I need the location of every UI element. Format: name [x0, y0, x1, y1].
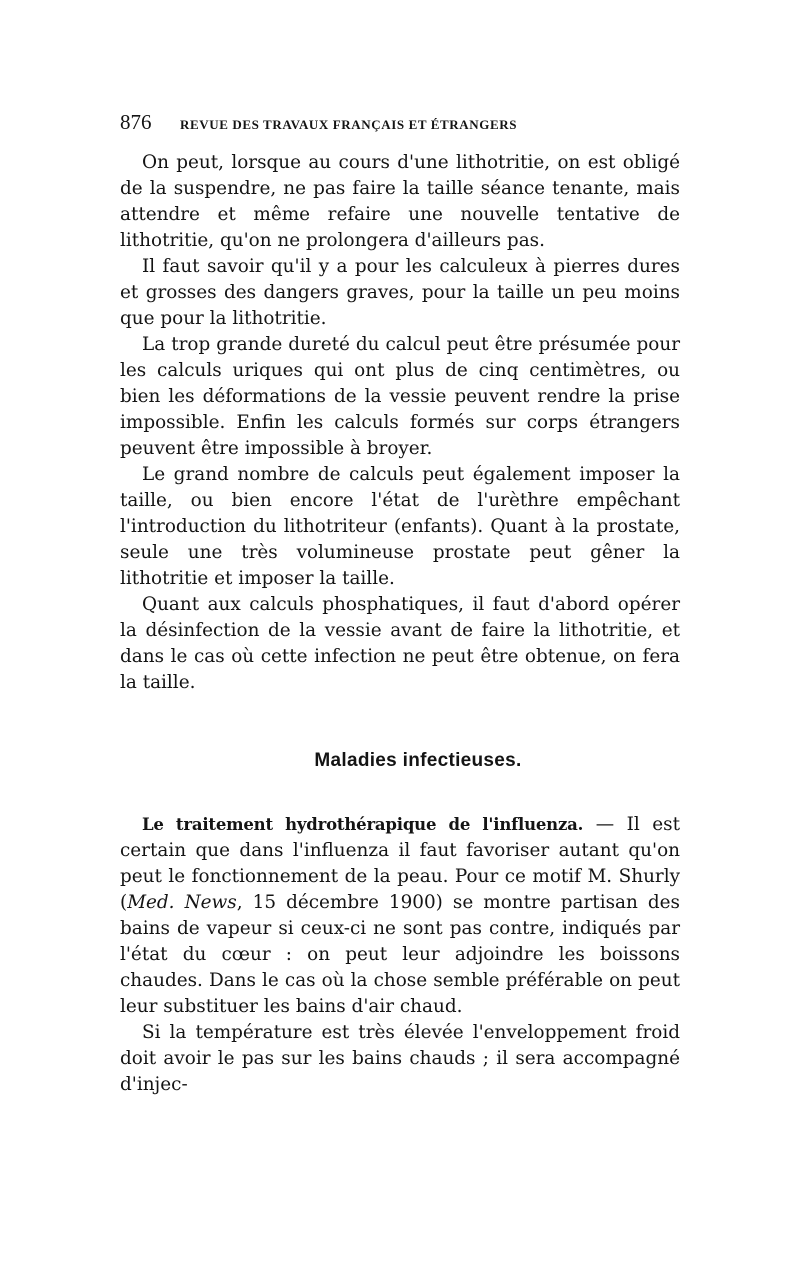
article-text-part-1: — Il est certain que dans l'influenza il faut favoriser autant qu'on peut le fonctionnement de la peau. Pour ce motif M. Shurly ( — [120, 814, 680, 913]
running-title: REVUE DES TRAVAUX FRANÇAIS ET ÉTRANGERS — [180, 117, 518, 132]
paragraph-4: Le grand nombre de calculs peut également imposer la taille, ou bien encore l'état de l'urèthre empêchant l'introduction du lithotriteur (enfants). Quant à la prostate, seule une très volumineuse prostate peut gêner la lithotritie et imposer la taille. — [120, 464, 680, 589]
paragraph-5: Quant aux calculs phosphatiques, il faut d'abord opérer la désinfection de la vessie avant de faire la lithotritie, et dans le cas où cette infection ne peut être obtenue, on fera la taille. — [120, 594, 680, 693]
section-spacer-bottom — [120, 774, 680, 812]
section-title: Maladies infectieuses. — [314, 750, 522, 771]
page-header — [120, 110, 680, 150]
journal-citation: Med. News — [127, 892, 237, 913]
article-run-in-title: Le traitement hydrothérapique de l'influenza. — [142, 815, 584, 834]
article-text-part-2: , 15 décembre 1900) se montre partisan des bains de vapeur si ceux-ci ne sont pas contre, indiqués par l'état du cœur : on peut leur adjoindre les boissons chaudes. Dans le cas où la chose semble préférable on peut leur substituer les bains d'air chaud. — [120, 892, 680, 1017]
book-page — [120, 110, 680, 1098]
paragraph-3: La trop grande dureté du calcul peut être présumée pour les calculs uriques qui ont plus de cinq centimètres, ou bien les déformations de la vessie peuvent rendre la prise impossible. Enfin les calculs formés sur corps étrangers peuvent être impossible à broyer. — [120, 334, 680, 459]
paragraph-2: Il faut savoir qu'il y a pour les calculeux à pierres dures et grosses des dangers graves, pour la taille un peu moins que pour la lithotritie. — [120, 256, 680, 329]
article-paragraph-2: Si la température est très élevée l'enveloppement froid doit avoir le pas sur les bains chauds ; il sera accompagné d'injec- — [120, 1022, 680, 1095]
page-number: 876 — [120, 110, 152, 134]
article-paragraph-1 — [120, 812, 680, 1020]
section-spacer-top — [120, 696, 680, 748]
paragraph-1: On peut, lorsque au cours d'une lithotritie, on est obligé de la suspendre, ne pas faire la taille séance tenante, mais attendre et même refaire une nouvelle tentative de lithotritie, qu'on ne prolongera d'ailleurs pas. — [120, 152, 680, 251]
